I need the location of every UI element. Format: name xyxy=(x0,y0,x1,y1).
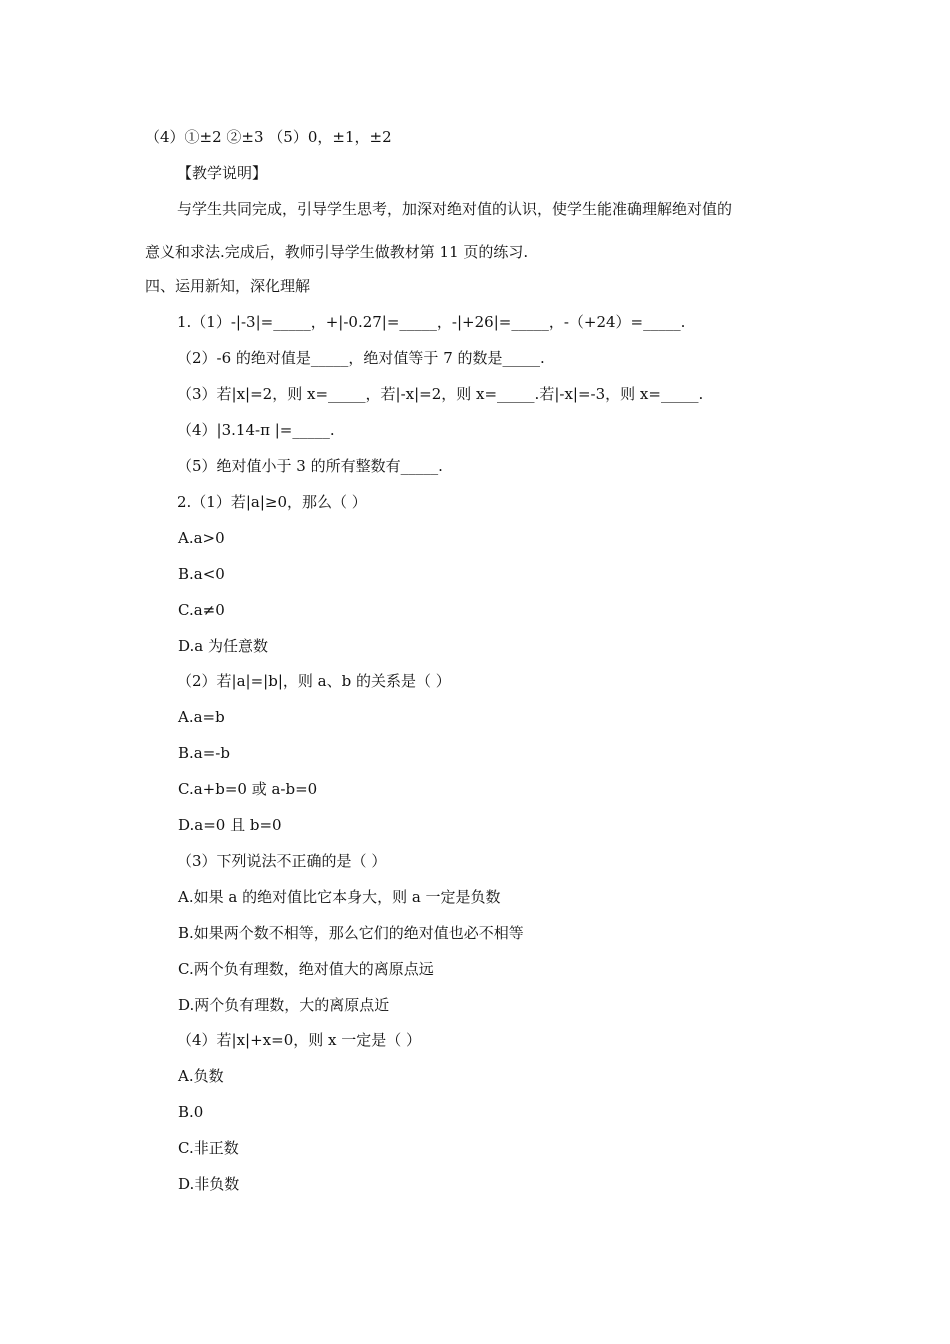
question-2-3-option-a: A.如果 a 的绝对值比它本身大，则 a 一定是负数 xyxy=(178,888,501,906)
question-1-part-5: （5）绝对值小于 3 的所有整数有_____. xyxy=(177,457,443,475)
teaching-note-heading: 【教学说明】 xyxy=(177,164,268,182)
question-2-1-option-d: D.a 为任意数 xyxy=(178,637,268,655)
teaching-note-line-1: 与学生共同完成，引导学生思考，加深对绝对值的认识，使学生能准确理解绝对值的 xyxy=(177,200,733,218)
question-2-3-option-d: D.两个负有理数，大的离原点近 xyxy=(178,996,390,1014)
question-2-1-option-b: B.a<0 xyxy=(178,565,225,583)
question-2-4-stem: （4）若|x|+x=0，则 x 一定是（ ） xyxy=(177,1031,422,1049)
question-2-2-option-c: C.a+b=0 或 a-b=0 xyxy=(178,780,318,798)
question-1-part-2: （2）-6 的绝对值是_____，绝对值等于 7 的数是_____. xyxy=(177,349,545,367)
teaching-note-line-2: 意义和求法.完成后，教师引导学生做教材第 11 页的练习. xyxy=(145,243,529,261)
question-2-1-option-a: A.a>0 xyxy=(178,529,225,547)
question-1-part-4: （4）|3.14-π |=_____. xyxy=(177,421,335,439)
question-2-4-option-d: D.非负数 xyxy=(178,1175,240,1193)
question-2-2-stem: （2）若|a|=|b|，则 a、b 的关系是（ ） xyxy=(177,672,451,690)
question-2-2-option-d: D.a=0 且 b=0 xyxy=(178,816,282,834)
section-heading: 四、运用新知，深化理解 xyxy=(145,277,311,295)
question-1-part-1: 1.（1）-|-3|=_____，+|-0.27|=_____，-|+26|=_____，-（+24）=_____. xyxy=(177,313,686,331)
question-2-2-option-b: B.a=-b xyxy=(178,744,230,762)
question-2-4-option-a: A.负数 xyxy=(178,1067,224,1085)
question-2-4-option-b: B.0 xyxy=(178,1103,204,1121)
question-2-4-option-c: C.非正数 xyxy=(178,1139,239,1157)
question-2-3-option-b: B.如果两个数不相等，那么它们的绝对值也必不相等 xyxy=(178,924,524,942)
question-2-3-stem: （3）下列说法不正确的是（ ） xyxy=(177,852,387,870)
answer-line: （4）①±2 ②±3 （5）0，±1，±2 xyxy=(145,128,392,146)
question-2-3-option-c: C.两个负有理数，绝对值大的离原点远 xyxy=(178,960,434,978)
question-2-1-option-c: C.a≠0 xyxy=(178,601,225,619)
question-1-part-3: （3）若|x|=2，则 x=_____，若|-x|=2，则 x=_____.若|-x|=-3，则 x=_____. xyxy=(177,385,704,403)
question-2-1-stem: 2.（1）若|a|≥0，那么（ ） xyxy=(177,493,367,511)
question-2-2-option-a: A.a=b xyxy=(178,708,225,726)
